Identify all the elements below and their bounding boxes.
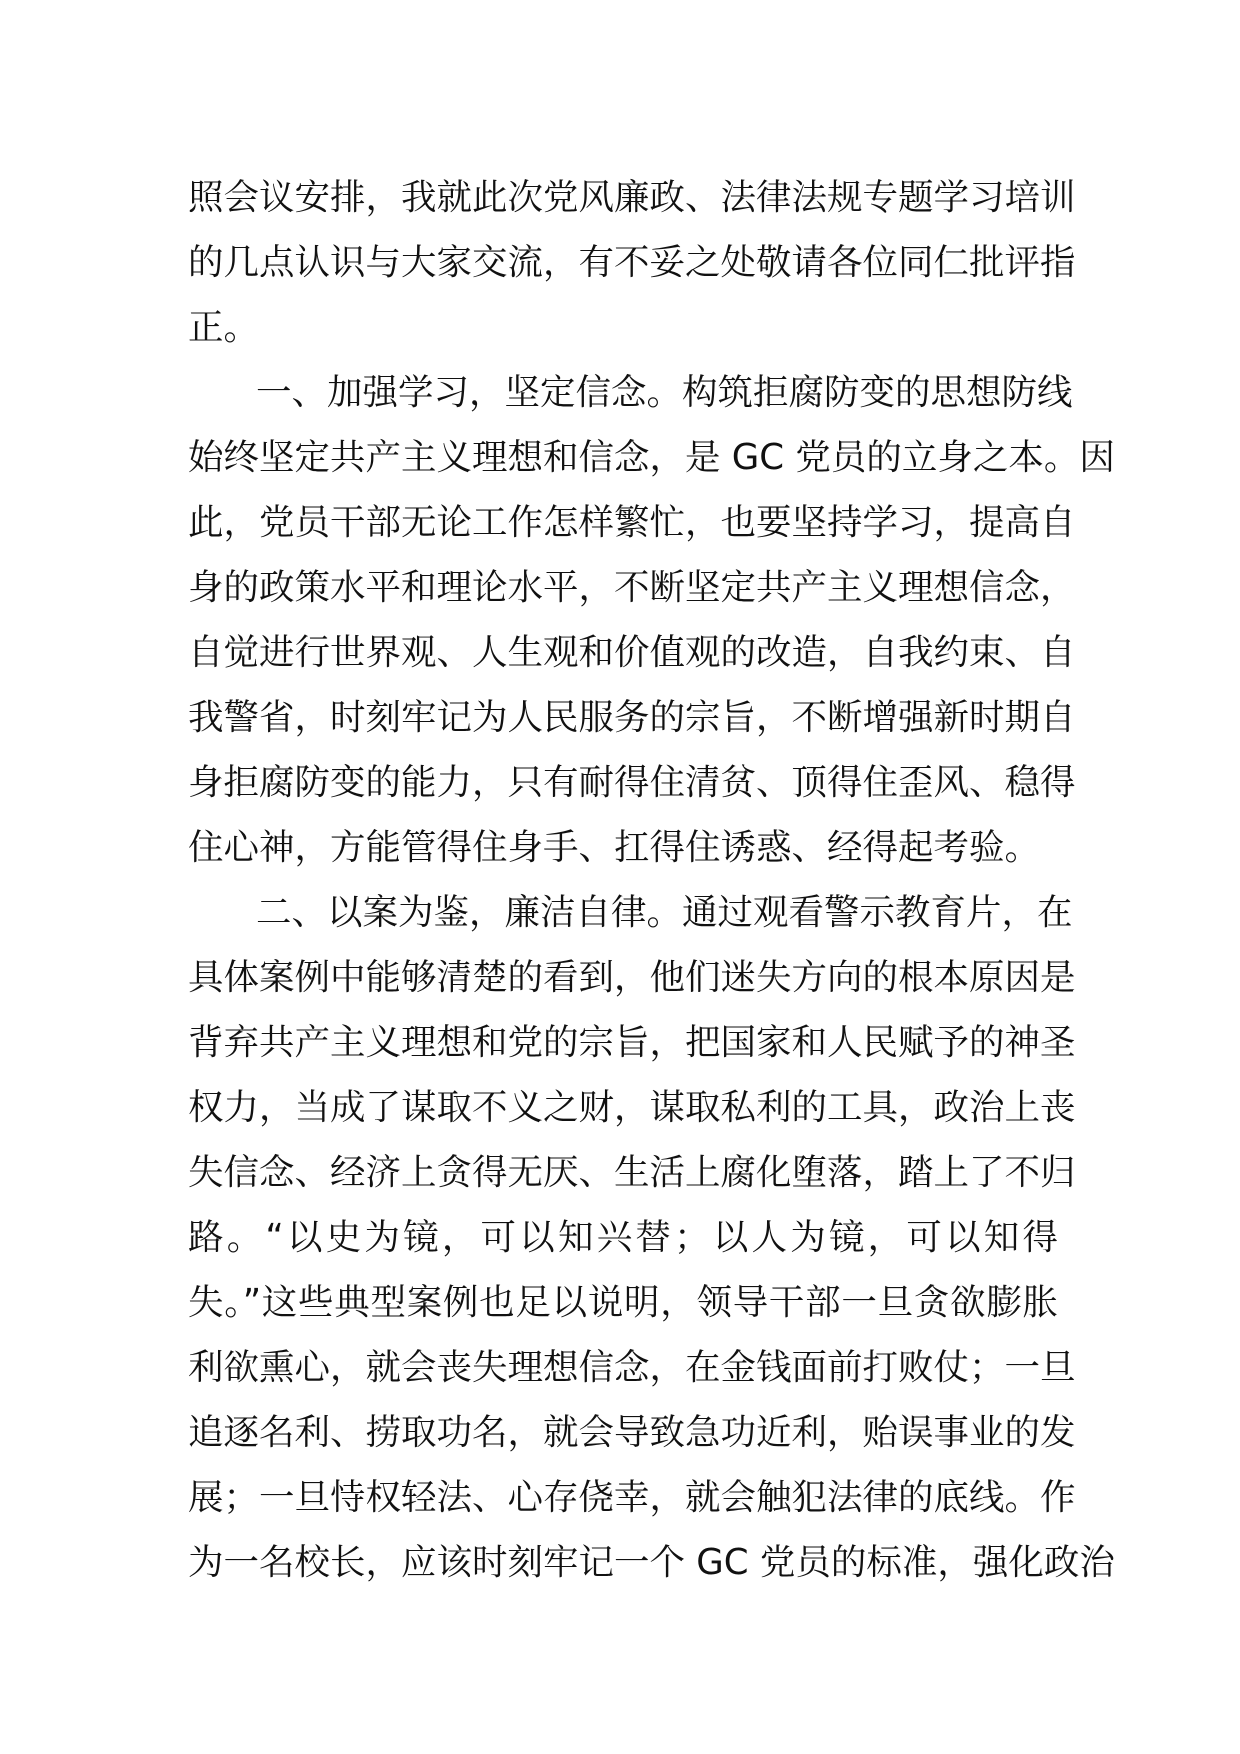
text-line: 背弃共产主义理想和党的宗旨，把国家和人民赋予的神圣 — [188, 1022, 1076, 1063]
text-line: 此，党员干部无论工作怎样繁忙，也要坚持学习，提高自 — [188, 502, 1076, 543]
text-line: 利欲熏心，就会丧失理想信念，在金钱面前打败仗；一旦 — [188, 1347, 1076, 1388]
text-line: 失信念、经济上贪得无厌、生活上腐化堕落，踏上了不归 — [188, 1152, 1076, 1193]
text-line: 具体案例中能够清楚的看到，他们迷失方向的根本原因是 — [188, 957, 1076, 998]
section-heading-line: 一、加强学习，坚定信念。构筑拒腐防变的思想防线 — [256, 372, 1073, 413]
section-heading-line: 二、以案为鉴，廉洁自律。通过观看警示教育片，在 — [256, 892, 1073, 933]
text-line: 始终坚定共产主义理想和信念，是 GC 党员的立身之本。因 — [188, 437, 1115, 478]
text-line: 住心神，方能管得住身手、扛得住诱惑、经得起考验。 — [188, 827, 1041, 868]
text-line: 身拒腐防变的能力，只有耐得住清贫、顶得住歪风、稳得 — [188, 762, 1076, 803]
text-line: 自觉进行世界观、人生观和价值观的改造，自我约束、自 — [188, 632, 1076, 673]
text-line: 的几点认识与大家交流，有不妥之处敬请各位同仁批评指 — [188, 242, 1076, 283]
text-line: 展；一旦恃权轻法、心存侥幸，就会触犯法律的底线。作 — [188, 1477, 1076, 1518]
text-line: 路。“以史为镜，可以知兴替；以人为镜，可以知得 — [188, 1217, 1058, 1258]
text-line: 权力，当成了谋取不义之财，谋取私利的工具，政治上丧 — [188, 1087, 1076, 1128]
text-line: 照会议安排，我就此次党风廉政、法律法规专题学习培训 — [188, 177, 1076, 218]
text-line: 追逐名利、捞取功名，就会导致急功近利，贻误事业的发 — [188, 1412, 1076, 1453]
text-line: 我警省，时刻牢记为人民服务的宗旨，不断增强新时期自 — [188, 697, 1076, 738]
text-line: 失。”这些典型案例也足以说明，领导干部一旦贪欲膨胀 — [188, 1282, 1058, 1323]
text-line: 正。 — [188, 307, 260, 348]
text-line: 身的政策水平和理论水平，不断坚定共产主义理想信念， — [188, 567, 1076, 608]
text-line: 为一名校长，应该时刻牢记一个 GC 党员的标准，强化政治 — [188, 1542, 1115, 1583]
document-body — [188, 165, 1115, 1595]
